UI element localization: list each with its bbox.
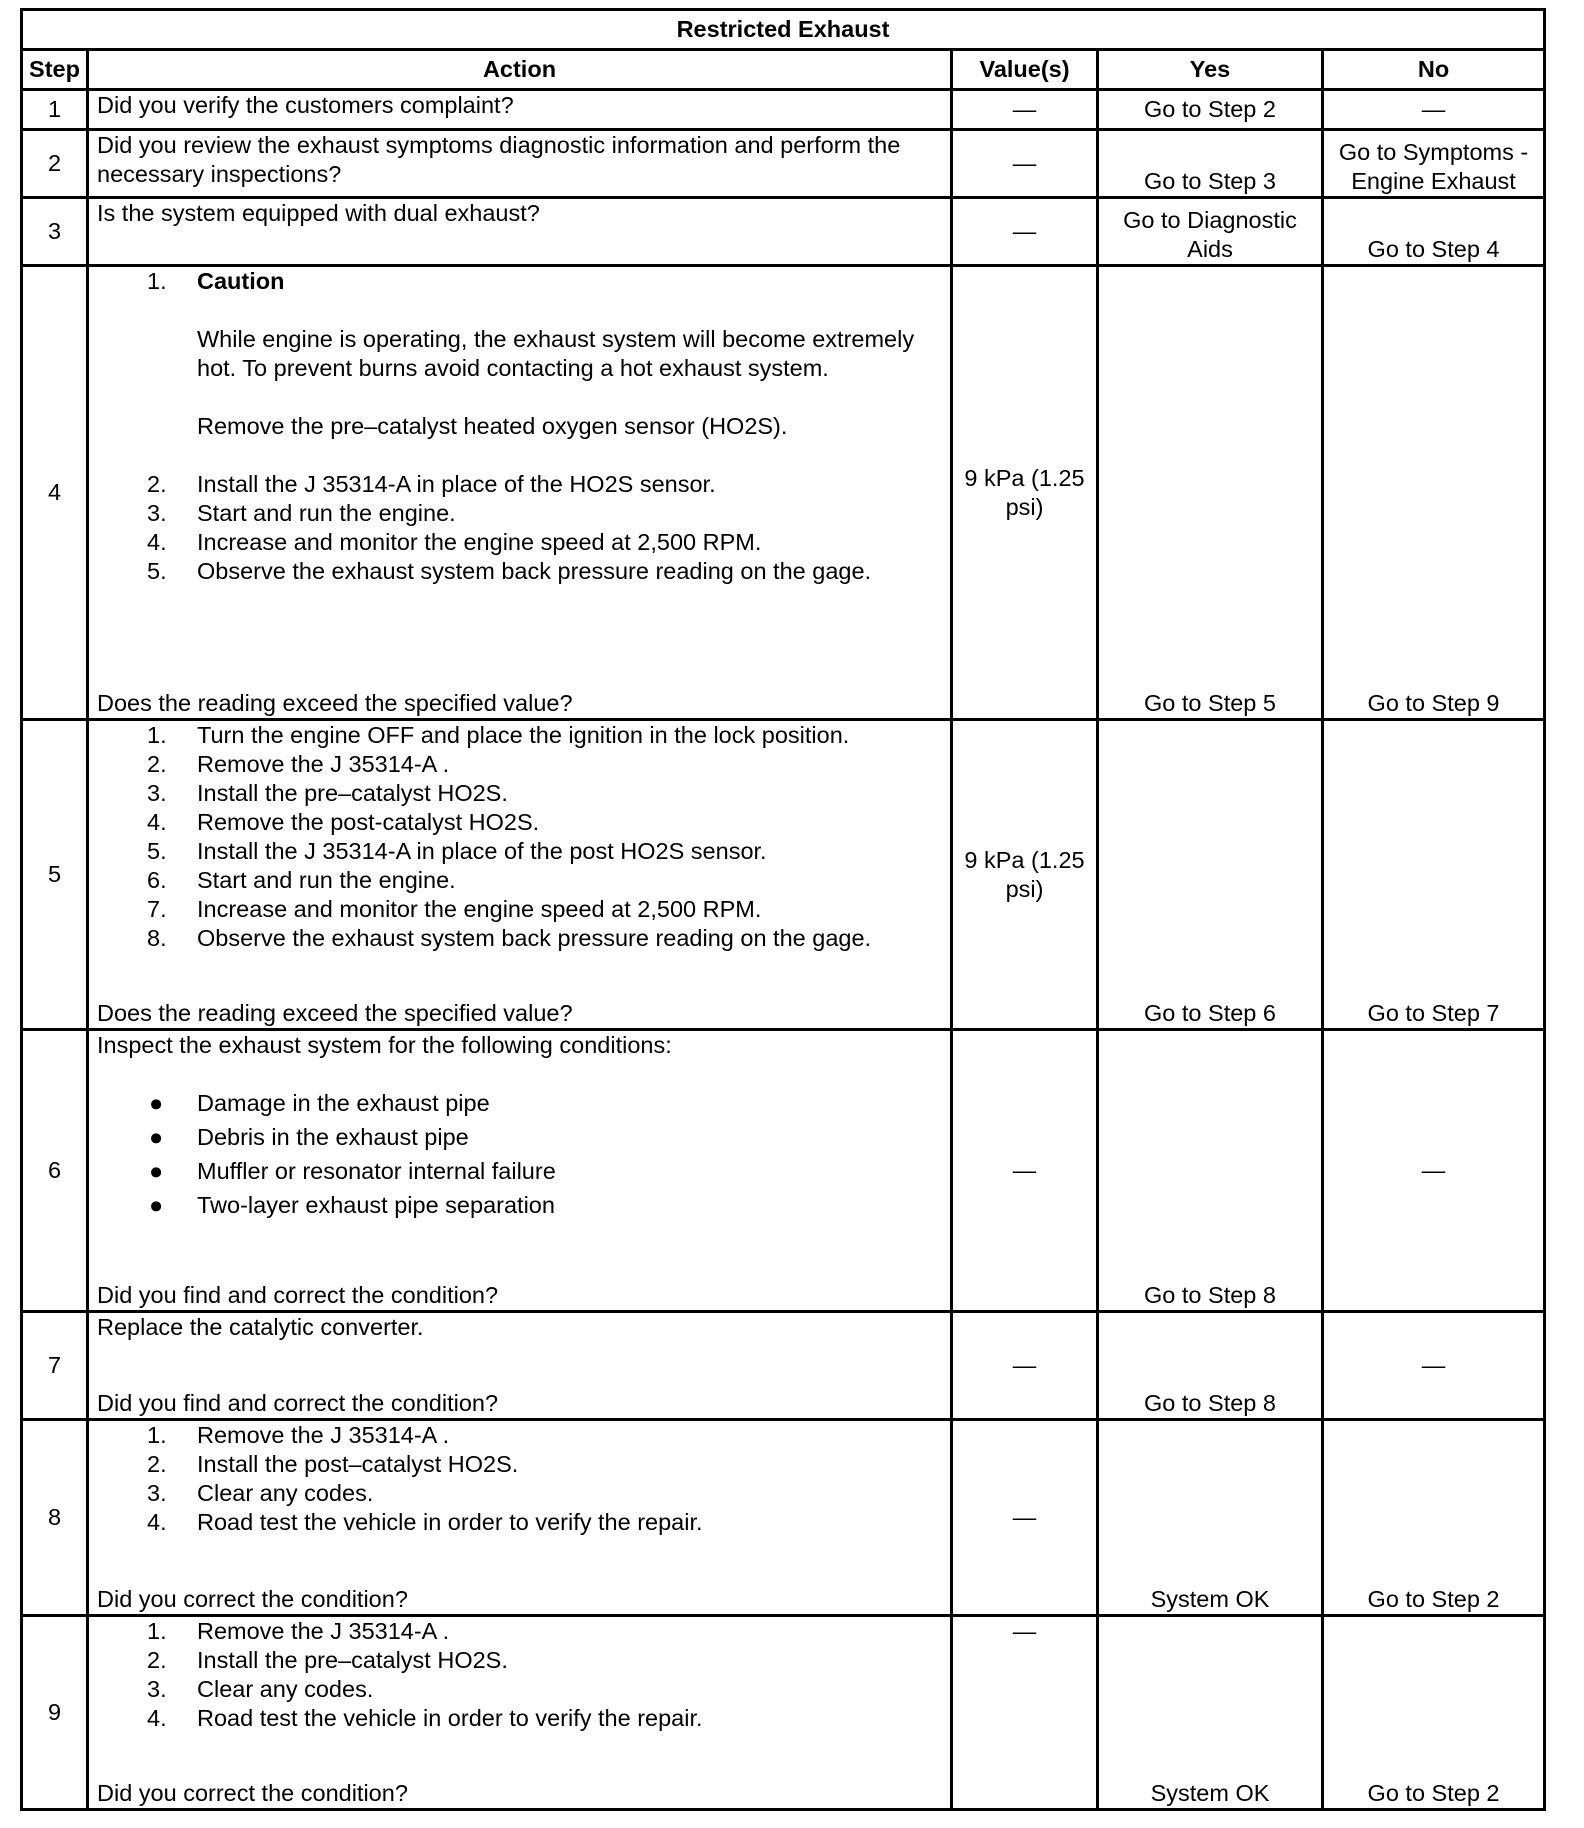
question-text: Did you correct the condition? (97, 1780, 408, 1806)
table-row (22, 1616, 1545, 1810)
list-item: 7. Increase and monitor the engine speed at 2,500 RPM. (147, 896, 762, 922)
list-item: 4. Remove the post-catalyst HO2S. (147, 809, 540, 835)
header-values: Value(s) (952, 50, 1098, 90)
caution-title: Caution (197, 268, 285, 294)
conditions-list (97, 1089, 942, 1220)
steps-list (97, 1617, 942, 1733)
no-link[interactable]: Go to Step 7 (1323, 720, 1545, 1030)
value-cell: — (952, 90, 1098, 130)
step-number: 1 (22, 90, 88, 130)
no-link[interactable]: Go to Step 2 (1323, 1616, 1545, 1810)
step-number: 4 (22, 266, 88, 720)
list-item: 5. Install the J 35314-A in place of the post HO2S sensor. (147, 838, 767, 864)
caution-text: While engine is operating, the exhaust system will become extremely hot. To prevent burns avoid contacting a hot exhaust system. (197, 326, 915, 381)
question-text: Did you verify the customers complaint? (97, 92, 514, 118)
value-cell: 9 kPa (1.25 psi) (952, 266, 1098, 720)
value-cell: — (952, 1616, 1098, 1810)
intro-text: Replace the catalytic converter. (97, 1314, 424, 1340)
question-text: Does the reading exceed the specified value? (97, 690, 573, 716)
list-item: ● Debris in the exhaust pipe (149, 1124, 469, 1150)
list-item: 2. Install the J 35314-A in place of the HO2S sensor. (147, 471, 716, 497)
question-text: Did you correct the condition? (97, 1586, 408, 1612)
action-cell (88, 1312, 952, 1420)
list-item: 2. Remove the J 35314-A . (147, 751, 450, 777)
list-item: 3. Install the pre–catalyst HO2S. (147, 780, 508, 806)
table-row (22, 720, 1545, 1030)
question-text: Did you review the exhaust symptoms diagnostic information and perform the necessary inspections? (97, 132, 901, 187)
action-cell (88, 198, 952, 266)
list-item: 4. Increase and monitor the engine speed at 2,500 RPM. (147, 529, 762, 555)
value-cell: — (952, 1312, 1098, 1420)
table-row (22, 198, 1545, 266)
no-cell: — (1323, 1030, 1545, 1312)
value-cell: — (952, 198, 1098, 266)
value-cell: — (952, 1030, 1098, 1312)
list-item: ● Two-layer exhaust pipe separation (149, 1192, 555, 1218)
step-number: 8 (22, 1420, 88, 1616)
action-cell (88, 130, 952, 198)
list-item: 3. Clear any codes. (147, 1480, 374, 1506)
list-item: ● Muffler or resonator internal failure (149, 1158, 556, 1184)
question-text: Is the system equipped with dual exhaust? (97, 200, 540, 226)
list-item: 2. Install the pre–catalyst HO2S. (147, 1647, 508, 1673)
list-item: 1. Remove the J 35314-A . (147, 1618, 450, 1644)
table-row (22, 266, 1545, 720)
action-cell (88, 1420, 952, 1616)
no-link[interactable]: Go to Symptoms - Engine Exhaust (1323, 130, 1545, 198)
no-link[interactable]: Go to Step 9 (1323, 266, 1545, 720)
bullet-icon: ● (149, 1090, 164, 1116)
step-number: 7 (22, 1312, 88, 1420)
question-text: Does the reading exceed the specified value? (97, 1000, 573, 1026)
yes-link[interactable]: Go to Step 3 (1098, 130, 1323, 198)
list-item: ● Damage in the exhaust pipe (149, 1090, 490, 1116)
no-link[interactable]: Go to Step 4 (1323, 198, 1545, 266)
bullet-icon: ● (149, 1158, 164, 1184)
value-cell: — (952, 1420, 1098, 1616)
step-number: 6 (22, 1030, 88, 1312)
action-cell (88, 266, 952, 720)
table-row (22, 1030, 1545, 1312)
list-item: 4. Road test the vehicle in order to verify the repair. (147, 1705, 703, 1731)
steps-list (97, 267, 942, 586)
action-cell (88, 1616, 952, 1810)
header-yes: Yes (1098, 50, 1323, 90)
list-item: 1. Turn the engine OFF and place the ignition in the lock position. (147, 722, 850, 748)
value-cell: 9 kPa (1.25 psi) (952, 720, 1098, 1030)
no-cell: — (1323, 90, 1545, 130)
action-cell (88, 90, 952, 130)
no-link[interactable]: Go to Step 2 (1323, 1420, 1545, 1616)
yes-link[interactable]: Go to Step 6 (1098, 720, 1323, 1030)
list-item: 5. Observe the exhaust system back pressure reading on the gage. (147, 558, 872, 584)
list-item: 3. Clear any codes. (147, 1676, 374, 1702)
yes-link[interactable]: Go to Step 5 (1098, 266, 1323, 720)
step-number: 2 (22, 130, 88, 198)
value-cell: — (952, 130, 1098, 198)
yes-link[interactable]: Go to Step 8 (1098, 1030, 1323, 1312)
yes-link[interactable]: Go to Step 8 (1098, 1312, 1323, 1420)
action-cell (88, 720, 952, 1030)
yes-result: System OK (1098, 1616, 1323, 1810)
list-item: 3. Start and run the engine. (147, 500, 456, 526)
header-action: Action (88, 50, 952, 90)
yes-link[interactable]: Go to Diagnostic Aids (1098, 198, 1323, 266)
table-title: Restricted Exhaust (22, 10, 1545, 50)
table-row (22, 1312, 1545, 1420)
table-row (22, 1420, 1545, 1616)
question-text: Did you find and correct the condition? (97, 1390, 499, 1416)
table-row (22, 90, 1545, 130)
bullet-icon: ● (149, 1192, 164, 1218)
diagnostic-table (20, 8, 1546, 1811)
list-item: 1. Caution While engine is operating, the exhaust system will become extremely hot. To prevent burns avoid contacting a hot exhaust system. Remove the pre–catalyst heated oxygen sensor (HO2S). (97, 267, 942, 470)
list-item: 2. Install the post–catalyst HO2S. (147, 1451, 519, 1477)
header-no: No (1323, 50, 1545, 90)
remove-sensor-text: Remove the pre–catalyst heated oxygen sensor (HO2S). (197, 413, 788, 439)
list-item: 6. Start and run the engine. (147, 867, 456, 893)
step-number: 5 (22, 720, 88, 1030)
question-text: Did you find and correct the condition? (97, 1282, 499, 1308)
action-steps (97, 267, 942, 586)
steps-list (97, 1421, 942, 1537)
header-step: Step (22, 50, 88, 90)
step-number: 3 (22, 198, 88, 266)
table-row (22, 130, 1545, 198)
yes-link[interactable]: Go to Step 2 (1098, 90, 1323, 130)
action-cell (88, 1030, 952, 1312)
step-number: 9 (22, 1616, 88, 1810)
steps-list (97, 721, 942, 953)
list-item: 4. Road test the vehicle in order to verify the repair. (147, 1509, 703, 1535)
no-cell: — (1323, 1312, 1545, 1420)
yes-result: System OK (1098, 1420, 1323, 1616)
bullet-icon: ● (149, 1124, 164, 1150)
list-item: 8. Observe the exhaust system back pressure reading on the gage. (147, 925, 872, 951)
intro-text: Inspect the exhaust system for the following conditions: (97, 1032, 672, 1058)
list-item: 1. Remove the J 35314-A . (147, 1422, 450, 1448)
